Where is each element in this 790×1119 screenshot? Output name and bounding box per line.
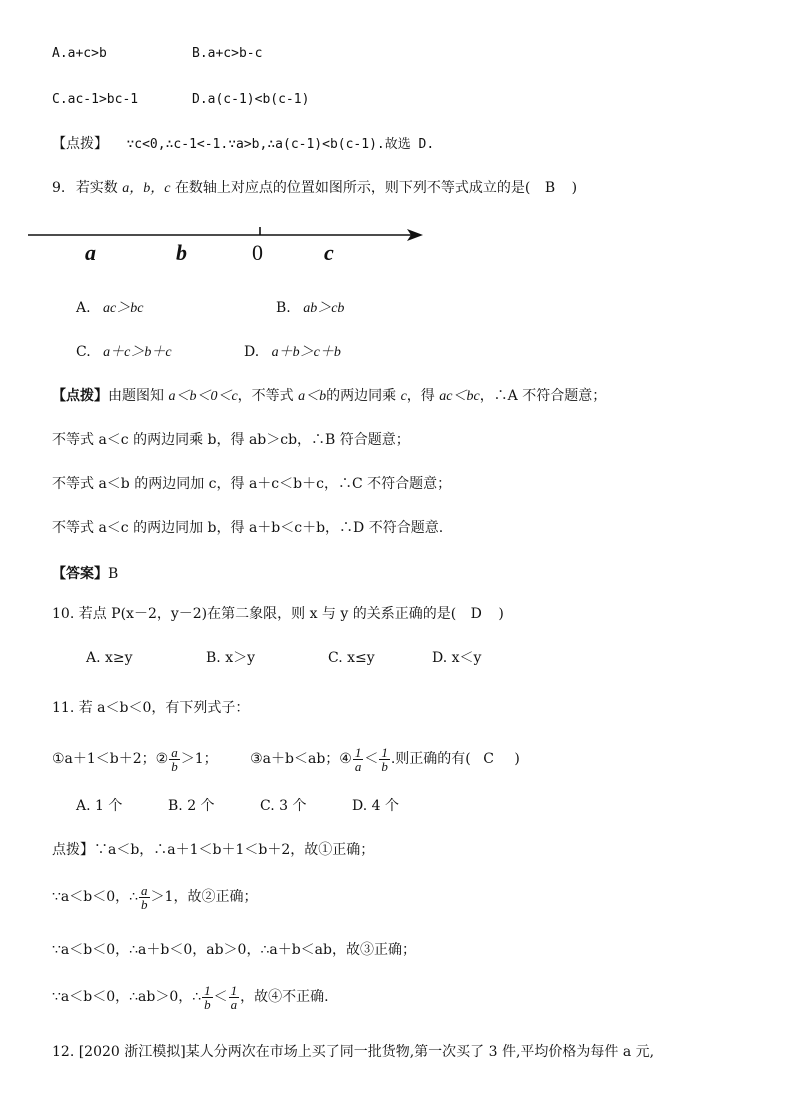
- fraction-a-over-b: $\frac{a}{b}$: [171, 744, 178, 774]
- q8-hint-label: 【点拨】: [52, 136, 108, 152]
- q9-option-b: B. ab＞cb: [276, 300, 345, 316]
- q11-option-a: A. 1 个: [76, 798, 123, 814]
- axis-label-zero: 0: [252, 240, 263, 265]
- q8-option-a: A.a+c>b: [52, 46, 107, 61]
- q9-number: 9.: [52, 180, 66, 196]
- answer-value: B: [108, 566, 119, 582]
- q9-hint-2: 不等式 a＜c 的两边同乘 b，得 ab＞cb，∴B 符合题意；: [52, 432, 410, 448]
- axis-label-a: a: [85, 240, 96, 265]
- q11-hint-1: 点拨】∵a＜b，∴a＋1＜b＋1＜b＋2，故①正确；: [52, 842, 375, 858]
- q8-option-d: D.a(c-1)<b(c-1): [192, 92, 310, 107]
- q9-option-a: A. ac＞bc: [76, 300, 144, 316]
- q9-hint-3: 不等式 a＜b 的两边同加 c，得 a＋c＜b＋c，∴C 不符合题意；: [52, 476, 452, 492]
- q11-stem: 11. 若 a＜b＜0，有下列式子：: [52, 700, 250, 716]
- number-line: [28, 218, 428, 268]
- q10-stem: 10. 若点 P(x－2，y－2)在第二象限，则 x 与 y 的关系正确的是( D ): [52, 606, 504, 622]
- q11-option-b: B. 2 个: [168, 798, 215, 814]
- q11-hint-4: ∵a＜b＜0，∴ab＞0，∴ $\frac{1}{b}$ ＜ $\frac{1}{a}$ ，故④不正确.: [52, 982, 329, 1012]
- q11-hint-3: ∵a＜b＜0，∴a＋b＜0，ab＞0，∴a＋b＜ab，故③正确；: [52, 942, 416, 958]
- q9-answer-line: [52, 564, 118, 584]
- q10-option-a: A. x≥y: [86, 650, 133, 666]
- q8-hint: [52, 134, 434, 155]
- q9-paren-close: ): [571, 180, 578, 196]
- q9-answer: B: [544, 180, 556, 196]
- q10-option-d: D. x＜y: [432, 650, 482, 666]
- q11-answer: C: [483, 751, 494, 767]
- axis-label-b: b: [176, 240, 187, 265]
- q9-option-c: C. a＋c＞b＋c: [76, 344, 172, 360]
- q9-option-d: D. a＋b＞c＋b: [244, 344, 341, 360]
- q10-option-c: C. x≤y: [328, 650, 375, 666]
- q11-option-d: D. 4 个: [352, 798, 399, 814]
- q8-option-b: B.a+c>b-c: [192, 46, 263, 61]
- q9-stem: [52, 178, 577, 199]
- axis-label-c: c: [324, 240, 334, 265]
- q10-option-b: B. x＞y: [206, 650, 255, 666]
- q12-stem: 12. [2020 浙江模拟]某人分两次在市场上买了同一批货物,第一次买了 3 件,平均价格为每件 a 元,: [52, 1044, 655, 1060]
- q9-hint-4: 不等式 a＜c 的两边同加 b，得 a＋b＜c＋b，∴D 不符合题意.: [52, 520, 444, 536]
- q11-hint-2: ∵a＜b＜0，∴ $\frac{a}{b}$ ＞1，故②正确；: [52, 882, 258, 912]
- q8-hint-text: ∵c<0,∴c-1<-1.∵a>b,∴a(c-1)<b(c-1).故选 D.: [126, 137, 435, 152]
- answer-label: 【答案】: [52, 566, 108, 582]
- q9-hint-1: 【点拨】由题图知 a＜b＜0＜c，不等式 a＜b的两边同乘 c，得 ac＜bc，∴A 不符合题意；: [52, 388, 607, 404]
- q8-option-c: C.ac-1>bc-1: [52, 92, 139, 107]
- q9-stem-post: 在数轴上对应点的位置如图所示，则下列不等式成立的是(: [174, 180, 531, 196]
- q9-stem-pre: 若实数: [75, 180, 118, 196]
- q10-answer: D: [470, 606, 482, 622]
- q9-vars: a，b，c: [122, 181, 171, 196]
- q11-items: ①a＋1＜b＋2；② $\frac{a}{b}$ ＞1； ③a＋b＜ab；④ $\frac{1}{a}$ ＜ $\frac{1}{b}$ .则正确的有( C ): [52, 744, 520, 774]
- q11-option-c: C. 3 个: [260, 798, 307, 814]
